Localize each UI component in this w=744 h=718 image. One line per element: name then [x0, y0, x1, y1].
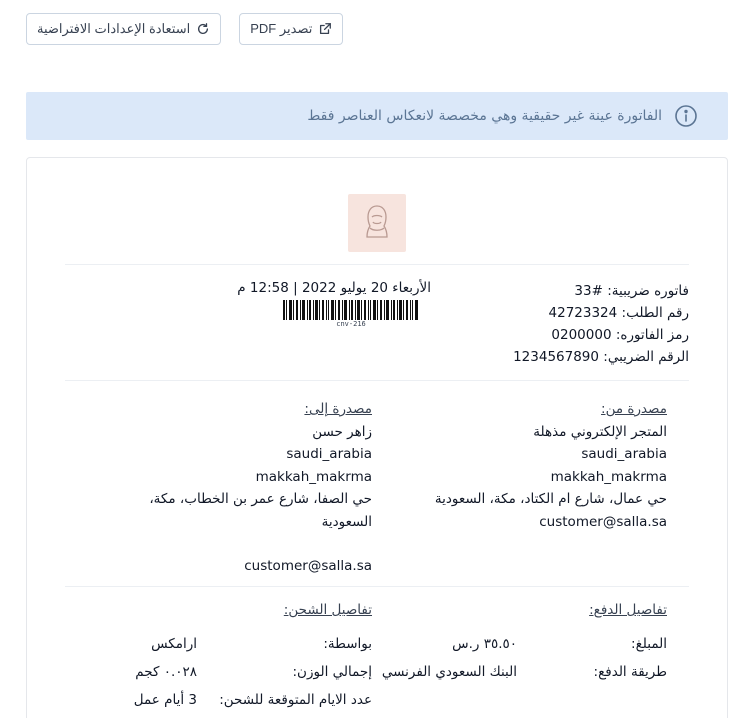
to-city: makkah_makrma	[255, 468, 372, 485]
to-address: حي الصفا، شارع عمر بن الخطاب، مكة، السعودية	[149, 491, 372, 530]
issued-to-title: مصدرة إلى:	[304, 401, 372, 417]
barcode	[271, 300, 431, 328]
store-logo-icon	[360, 202, 394, 244]
payment-details-title: تفاصيل الدفع:	[589, 602, 667, 618]
from-name: المتجر الإلكتروني مذهلة	[533, 423, 667, 440]
to-name: زاهر حسن	[312, 423, 372, 440]
invoice-date-block	[211, 280, 431, 328]
toolbar	[26, 13, 343, 45]
divider	[65, 586, 689, 587]
restore-defaults-button[interactable]	[26, 13, 221, 45]
payment-method-label: طريقة الدفع:	[593, 664, 667, 680]
export-pdf-button[interactable]	[239, 13, 343, 45]
notice-text: الفاتورة عينة غير حقيقية وهي مخصصة لانعكاس العناصر فقط	[307, 108, 662, 124]
shipping-details-title: تفاصيل الشحن:	[283, 602, 372, 618]
divider	[65, 380, 689, 381]
tax-number: الرقم الضريبي: 1234567890	[513, 349, 689, 365]
sample-invoice-notice	[26, 92, 728, 140]
shipping-via-row	[82, 630, 372, 658]
store-logo	[348, 194, 406, 252]
shipping-days-label: عدد الايام المتوقعة للشحن:	[219, 692, 372, 708]
shipping-via-label: بواسطة:	[323, 636, 372, 652]
spacer	[127, 533, 372, 555]
barcode-image	[283, 300, 419, 320]
payment-method-row	[381, 658, 667, 686]
order-number: رقم الطلب: 42723324	[548, 305, 689, 321]
from-email: customer@salla.sa	[539, 513, 667, 530]
shipping-days-value: 3 أيام عمل	[133, 692, 197, 708]
issued-from	[397, 398, 667, 533]
restore-defaults-label: استعادة الإعدادات الافتراضية	[37, 21, 191, 36]
issued-to	[127, 398, 372, 578]
from-country: saudi_arabia	[581, 446, 667, 462]
refresh-icon	[196, 22, 210, 36]
amount-label: المبلغ:	[631, 636, 667, 652]
payment-details	[381, 602, 667, 686]
shipping-via-value: ارامكس	[151, 636, 197, 652]
total-weight-value: ٠.٠٢٨ كجم	[135, 664, 197, 680]
to-email: customer@salla.sa	[244, 558, 372, 574]
barcode-text: cnv-216	[336, 320, 366, 328]
shipping-weight-row	[82, 658, 372, 686]
divider	[65, 264, 689, 265]
from-address: حي عمال، شارع ام الكتاد، مكة، السعودية	[434, 491, 667, 507]
tax-invoice-number: فاتوره ضريبية: #33	[574, 283, 689, 299]
shipping-days-row	[82, 686, 372, 714]
total-weight-label: إجمالي الوزن:	[292, 664, 372, 680]
payment-amount-row	[387, 630, 667, 658]
external-link-icon	[318, 22, 332, 36]
from-city: makkah_makrma	[550, 468, 667, 485]
invoice-card	[26, 157, 728, 718]
to-country: saudi_arabia	[286, 446, 372, 462]
export-pdf-label: تصدير PDF	[250, 21, 313, 36]
invoice-date-time: الأربعاء 20 يوليو 2022 | 12:58 م	[237, 280, 431, 296]
amount-value: ٣٥.٥٠ ر.س	[452, 636, 517, 652]
info-icon	[674, 104, 698, 128]
invoice-meta	[389, 280, 689, 368]
shipping-details	[82, 602, 372, 714]
invoice-code: رمز الفاتوره: 0200000	[551, 327, 689, 343]
payment-method-value: البنك السعودي الفرنسي	[381, 664, 517, 680]
issued-from-title: مصدرة من:	[601, 401, 667, 417]
